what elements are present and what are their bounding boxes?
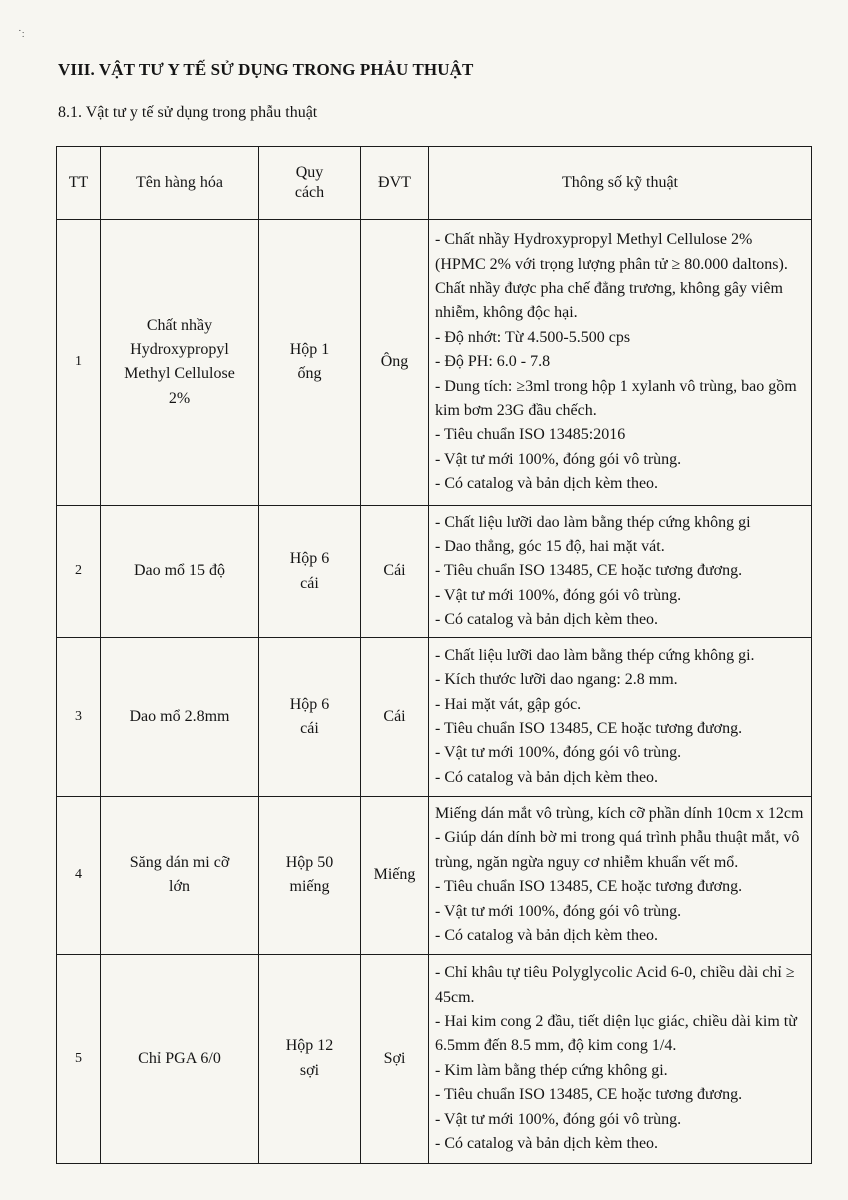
spec-line: - Tiêu chuẩn ISO 13485, CE hoặc tương đương. [435,878,743,896]
spec-line: - Có catalog và bản dịch kèm theo. [435,611,659,629]
spec-line: - Hai kim cong 2 đầu, tiết diện lục giác, chiều dài kim từ 6.5mm đến 8.5 mm, độ kim cong 1/4. [435,1013,797,1055]
spec-line: - Vật tư mới 100%, đóng gói vô trùng. [435,1110,682,1128]
spec-line: - Chất liệu lưỡi dao làm bằng thép cứng không gi. [435,646,755,664]
cell-tt: 5 [57,954,101,1163]
cell-spec [429,220,812,506]
table-row [57,220,812,506]
spec-line: - Vật tư mới 100%, đóng gói vô trùng. [435,450,682,468]
table-header-row [57,147,812,220]
header-unit: ĐVT [361,147,429,220]
supplies-table [56,146,812,1164]
header-tt: TT [57,147,101,220]
cell-name: Chỉ PGA 6/0 [101,954,259,1163]
spec-line: - Vật tư mới 100%, đóng gói vô trùng. [435,902,682,920]
spec-line: - Tiêu chuẩn ISO 13485:2016 [435,426,626,444]
page-corner-mark: ˙ː [18,28,25,40]
cell-name: Dao mổ 2.8mm [101,638,259,796]
cell-pack: Hộp 12 sợi [259,954,361,1163]
spec-line: - Giúp dán dính bờ mi trong quá trình phẫu thuật mắt, vô trùng, ngăn ngừa nguy cơ nhiễm khuẩn vết mổ. [435,829,800,871]
spec-line: - Vật tư mới 100%, đóng gói vô trùng. [435,586,682,604]
spec-line: - Độ nhớt: Từ 4.500-5.500 cps [435,328,631,346]
spec-line: - Chất liệu lưỡi dao làm bằng thép cứng không gi [435,513,751,531]
cell-name: Dao mổ 15 độ [101,505,259,638]
cell-unit: Cái [361,638,429,796]
spec-line: - Tiêu chuẩn ISO 13485, CE hoặc tương đương. [435,1086,743,1104]
spec-line: - Có catalog và bản dịch kèm theo. [435,1135,659,1153]
cell-pack: Hộp 6 cái [259,505,361,638]
table-row [57,796,812,954]
spec-line: - Chỉ khâu tự tiêu Polyglycolic Acid 6-0, chiều dài chỉ ≥ 45cm. [435,964,795,1006]
spec-line: - Có catalog và bản dịch kèm theo. [435,475,659,493]
cell-tt: 1 [57,220,101,506]
cell-pack: Hộp 50 miếng [259,796,361,954]
cell-unit: Ông [361,220,429,506]
table-row [57,505,812,638]
cell-pack: Hộp 6 cái [259,638,361,796]
header-spec: Thông số kỹ thuật [429,147,812,220]
cell-spec [429,796,812,954]
spec-line: - Dao thẳng, góc 15 độ, hai mặt vát. [435,537,665,555]
spec-line: - Có catalog và bản dịch kèm theo. [435,927,659,944]
cell-spec [429,505,812,638]
cell-pack: Hộp 1 ống [259,220,361,506]
spec-line: - Kim làm bằng thép cứng không gi. [435,1061,668,1079]
spec-line: - Tiêu chuẩn ISO 13485, CE hoặc tương đương. [435,562,743,580]
cell-tt: 2 [57,505,101,638]
cell-name: Chất nhầy Hydroxypropyl Methyl Cellulose 2% [101,220,259,506]
spec-line: Miếng dán mắt vô trùng, kích cỡ phần dính 10cm x 12cm [435,804,804,822]
spec-line: - Vật tư mới 100%, đóng gói vô trùng. [435,744,682,762]
subsection-title: 8.1. Vật tư y tế sử dụng trong phẫu thuật [58,104,318,121]
table-row [57,638,812,796]
cell-unit: Sợi [361,954,429,1163]
cell-spec [429,954,812,1163]
spec-line: - Dung tích: ≥3ml trong hộp 1 xylanh vô trùng, bao gồm kim bơm 23G đầu chếch. [435,377,797,419]
spec-line: - Độ PH: 6.0 - 7.8 [435,353,551,371]
cell-spec [429,638,812,796]
spec-line: - Hai mặt vát, gập góc. [435,695,582,713]
cell-tt: 4 [57,796,101,954]
spec-line: - Tiêu chuẩn ISO 13485, CE hoặc tương đương. [435,719,743,737]
cell-unit: Cái [361,505,429,638]
header-pack: Quy cách [259,147,361,220]
table-row [57,954,812,1163]
section-title: VIII. VẬT TƯ Y TẾ SỬ DỤNG TRONG PHẢU THUẬT [58,60,474,79]
spec-line: - Chất nhầy Hydroxypropyl Methyl Cellulose 2% (HPMC 2% với trọng lượng phân tử ≥ 80.000 daltons). Chất nhầy được pha chế đẳng trương, không gây viêm nhiễm, không độc hại. [435,231,788,322]
cell-tt: 3 [57,638,101,796]
spec-line: - Kích thước lưỡi dao ngang: 2.8 mm. [435,671,678,689]
cell-name: Săng dán mi cỡ lớn [101,796,259,954]
header-name: Tên hàng hóa [101,147,259,220]
cell-unit: Miếng [361,796,429,954]
spec-line: - Có catalog và bản dịch kèm theo. [435,768,659,786]
